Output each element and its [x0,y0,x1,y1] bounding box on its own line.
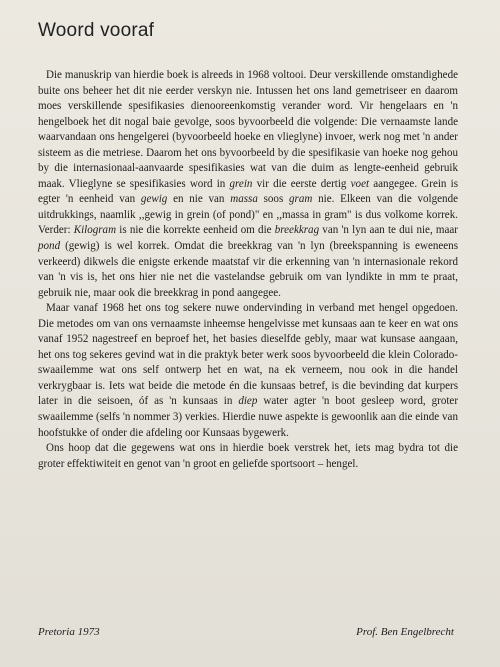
text-run: aangegee. Grein is egter 'n eenheid van [38,177,458,206]
italic-term: grein [229,177,253,190]
page-footer [38,626,454,638]
text-run: Ons hoop dat die gegewens wat ons in hierdie boek verstrek het, iets mag bydra tot die groter effektiwiteit en genot van 'n groot en geliefde sportsoort – hengel. [38,442,458,470]
place-date: Pretoria 1973 [38,626,100,638]
italic-term: pond [38,240,61,253]
text-run: vir die eerste dertig [252,177,351,190]
text-run: nie. Elkeen van die volgende uitdrukkings, naamlik ,,gewig in grein (of pond)" en ,,massa in gram" is dus volkome korrek. Verder: [38,193,458,237]
preface-body [38,68,458,472]
text-run: water agter 'n boot gesleep word, groter swaailemme (selfs 'n nommer 3) verkies. Hierdie nuwe aspekte is gewoonlik aan die einde van hoofstukke of onder die afdeling oor Kunsaas bygewerk. [38,395,458,439]
text-run: Die manuskrip van hierdie boek is alreeds in 1968 voltooi. Deur verskillende omstandighede buite ons beheer het dit nie eerder verskyn nie. Intussen het ons land gemetriseer en daarom moes verskillende spesifikasies dienooreenkomstig verander word. Vir hengelaars en 'n hengelboek het dit nogal baie gevolge, soos byvoorbeeld die volgende: Die vernaamste lande waarvandaan ons hengelgerei (byvoorbeeld hoeke en vlieglyne) invoer, werk nog met 'n ander sisteem as die metriese. Daarom het ons byvoorbeeld by die spesifikasie van hoeke nog gehou by die internasionaal-aanvaarde spesifikasies wat van die duim as lengte-eenheid gebruik maak. Vlieglyne se spesifikasies word in [38,69,458,190]
text-run: (gewig) is wel korrek. Omdat die breekkrag van 'n lyn (breekspanning is eweneens verkeerd) dikwels die enigste erkende maatstaf vir die erkenning van 'n internasionale rekord van 'n vis is, het ons hier nie net die vastelandse gebruik om van lyndikte in mm te praat, gebruik nie, maar ook die breekkrag in pond aangegee. [38,240,458,299]
text-run: Maar vanaf 1968 het ons tog sekere nuwe ondervinding in verband met hengel opgedoen. Die metodes om van ons vernaamste inheemse hengelvisse met kunsaas aan te keer en wat ons vanaf 1952 nagestreef en beproef het, het basies dieselfde gebly, maar wat kunsase aangaan, het ons tog sekeres gevind wat in die praktyk beter werk soos byvoorbeeld die klein Colorado-swaailemme wat ons self ontwerp het en wat, na ek verneem, nou ook in die handel verkrygbaar is. Iets wat beide die metode én die kunsaas betref, is die bevinding dat kurpers later in die seisoen, óf as 'n kunsaas in [38,302,458,408]
italic-term: massa [230,193,258,206]
text-run: soos [257,193,290,206]
text-run: is nie die korrekte eenheid om die [116,224,275,237]
paragraph [38,441,458,472]
page-title: Woord vooraf [38,20,155,41]
text-run: en nie van [167,193,231,206]
paragraph [38,301,458,441]
italic-term: Kilogram [73,224,117,237]
italic-term: voet [350,177,370,190]
italic-term: gewig [140,193,168,206]
italic-term: gram [289,193,313,206]
text-run: van 'n lyn aan te dui nie, maar [319,224,458,237]
author-signature: Prof. Ben Engelbrecht [356,626,454,638]
paragraph [38,68,458,301]
italic-term: breekkrag [274,224,320,237]
italic-term: diep [238,395,258,408]
